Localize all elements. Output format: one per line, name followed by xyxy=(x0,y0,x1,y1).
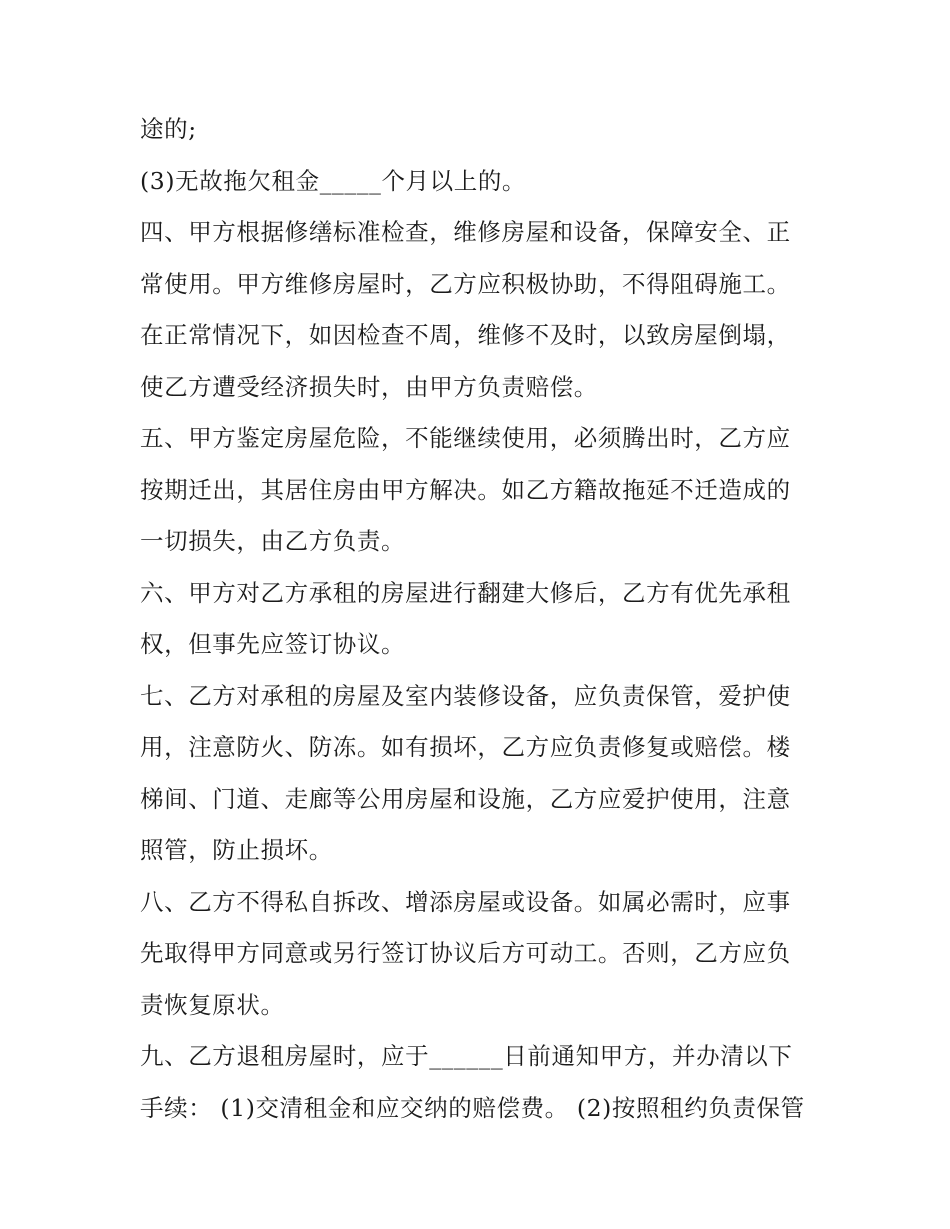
text-line: 九、乙方退租房屋时，应于______日前通知甲方，并办清以下 xyxy=(140,1042,793,1070)
text-line: 用，注意防火、防冻。如有损坏，乙方应负责修复或赔偿。楼 xyxy=(140,733,791,761)
text-line: 使乙方遭受经济损失时，由甲方负责赔偿。 xyxy=(140,372,598,401)
text-line: 按期迁出，其居住房由甲方解决。如乙方籍故拖延不迁造成的 xyxy=(140,475,791,504)
text-line: 先取得甲方同意或另行签订协议后方可动工。否则，乙方应负 xyxy=(140,939,791,967)
text-line: 四、甲方根据修缮标准检查，维修房屋和设备，保障安全、正 xyxy=(140,218,791,246)
text-line: (3)无故拖欠租金_____个月以上的。 xyxy=(140,166,527,195)
text-line: 照管，防止损坏。 xyxy=(140,836,333,864)
text-line: 梯间、门道、走廊等公用房屋和设施，乙方应爱护使用，注意 xyxy=(140,784,791,813)
text-line: 权，但事先应签订协议。 xyxy=(140,630,406,658)
text-line: 责恢复原状。 xyxy=(140,990,285,1019)
text-line: 手续： (1)交清租金和应交纳的赔偿费。 (2)按照租约负责保管 xyxy=(140,1093,805,1122)
text-line: 途的; xyxy=(140,115,197,143)
text-line: 在正常情况下，如因检查不周，维修不及时，以致房屋倒塌， xyxy=(140,321,791,349)
text-line: 常使用。甲方维修房屋时，乙方应积极协助，不得阻碍施工。 xyxy=(140,269,791,298)
document-body xyxy=(140,104,820,1134)
text-line: 六、甲方对乙方承租的房屋进行翻建大修后，乙方有优先承租 xyxy=(140,578,791,607)
text-line: 五、甲方鉴定房屋危险，不能继续使用，必须腾出时，乙方应 xyxy=(140,424,791,452)
text-line: 一切损失，由乙方负责。 xyxy=(140,527,406,555)
text-line: 七、乙方对承租的房屋及室内装修设备，应负责保管，爱护使 xyxy=(140,681,791,710)
text-line: 八、乙方不得私自拆改、增添房屋或设备。如属必需时，应事 xyxy=(140,887,791,916)
